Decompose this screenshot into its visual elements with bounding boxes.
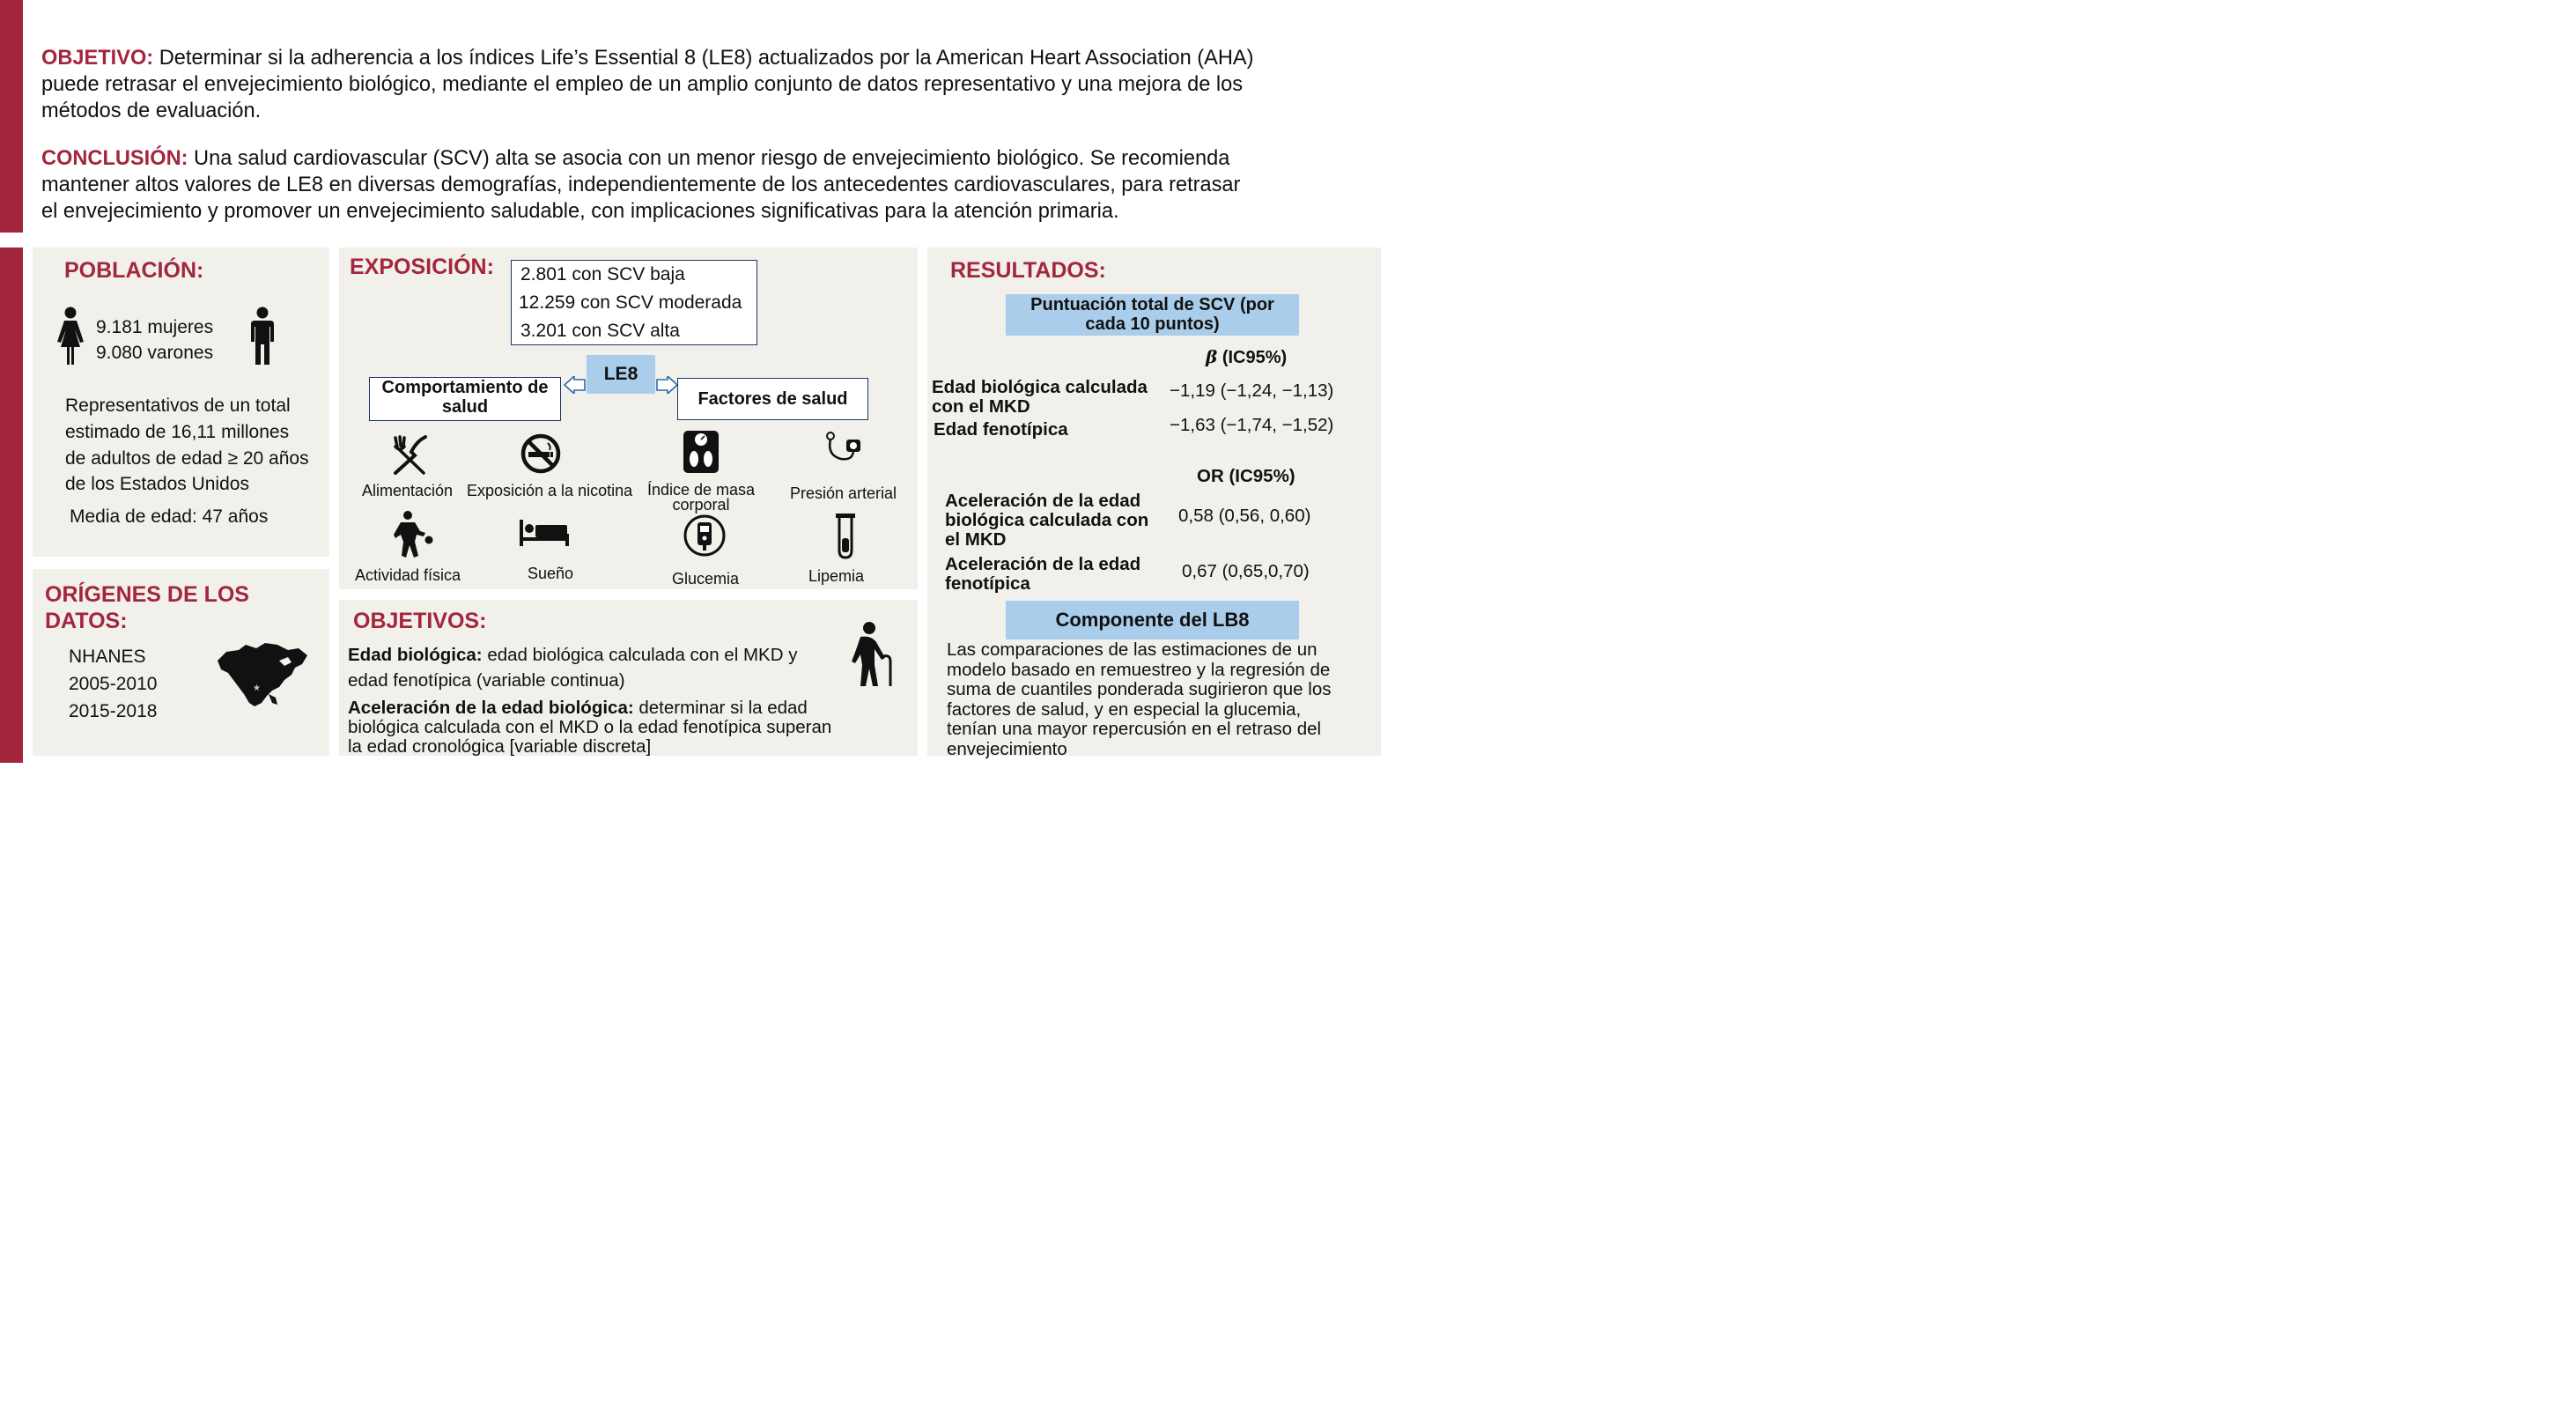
conclusion-label: CONCLUSIÓN: <box>41 147 188 170</box>
test-tube-icon <box>834 512 857 561</box>
objective-line-3: métodos de evaluación. <box>41 100 262 122</box>
item-label-food: Alimentación <box>362 482 454 499</box>
component-text: Las comparaciones de las estimaciones de un modelo basado en remuestreo y la regresión de suma de cuantiles ponderada sugirieron que los factores de salud, y en especial la glucemia, tenían una mayor repercusión en el retraso del envejecimiento <box>947 639 1332 759</box>
blood-pressure-icon <box>823 429 864 469</box>
no-smoking-icon <box>520 432 562 475</box>
summary-block <box>41 45 1380 225</box>
or-header: OR (IC95%) <box>1197 466 1295 486</box>
arrow-right-icon <box>655 376 678 394</box>
objective-line-1: OBJETIVO: Determinar si la adherencia a los índices Life’s Essential 8 (LE8) actualizados por la American Heart Association (AHA) <box>41 47 1254 70</box>
item-label-glycemia: Glucemia <box>672 570 740 588</box>
or-row-2-value: 0,67 (0,65,0,70) <box>1182 561 1310 581</box>
group-moderate: 12.259 con SCV moderada <box>519 292 742 313</box>
beta-row-2-value: −1,63 (−1,74, −1,52) <box>1170 415 1334 435</box>
results-title: RESULTADOS: <box>950 258 1106 283</box>
or-row-2-label: Aceleración de la edad fenotípica <box>945 554 1141 594</box>
objective-bio-age: Edad biológica: edad biológica calculada con el MKD y edad fenotípica (variable continua) <box>348 645 798 691</box>
bed-icon <box>518 516 569 546</box>
top-accent-bar <box>0 0 23 233</box>
basketball-player-icon <box>390 510 434 559</box>
glucometer-icon <box>683 514 727 558</box>
women-count: 9.181 mujeres <box>96 317 214 337</box>
item-label-blood-pressure: Presión arterial <box>790 484 897 502</box>
arrow-left-icon <box>564 376 587 394</box>
objective-line-2: puede retrasar el envejecimiento biológico, mediante el empleo de un amplio conjunto de datos representativo y una mejora de los <box>41 73 1244 96</box>
elderly-person-icon <box>850 621 894 688</box>
group-high: 3.201 con SCV alta <box>520 321 680 341</box>
component-header: Componente del LB8 <box>1006 601 1299 639</box>
item-label-sleep: Sueño <box>528 565 574 582</box>
beta-row-1-label: Edad biológica calculada con el MKD <box>932 377 1148 417</box>
man-icon <box>247 307 277 365</box>
beta-row-1-value: −1,19 (−1,24, −1,13) <box>1170 381 1334 401</box>
woman-icon <box>55 307 85 365</box>
exposure-groups-box <box>511 260 757 345</box>
beta-row-2-label: Edad fenotípica <box>934 419 1068 440</box>
sources-panel <box>33 569 329 756</box>
conclusion-line-1: CONCLUSIÓN: Una salud cardiovascular (SCV) alta se asocia con un menor riesgo de envejecimiento biológico. Se recomienda <box>41 147 1230 170</box>
scale-icon <box>682 429 720 475</box>
results-panel <box>927 248 1381 759</box>
exposure-panel <box>339 248 918 589</box>
item-label-lipemia: Lipemia <box>808 567 865 585</box>
item-label-nicotine: Exposición a la nicotina <box>467 482 633 499</box>
le8-box: LE8 <box>587 355 655 394</box>
score-header: Puntuación total de SCV (por cada 10 puntos) <box>1006 294 1299 336</box>
objective-label: OBJETIVO: <box>41 47 154 70</box>
men-count: 9.080 varones <box>96 343 214 363</box>
population-description: Representativos de un total estimado de 16,11 millones de adultos de edad ≥ 20 años de los Estados Unidos <box>65 395 309 495</box>
conclusion-line-2: mantener altos valores de LE8 en diversas demografías, independientemente de los antecedentes cardiovasculares, para retrasar <box>41 174 1241 196</box>
population-title: POBLACIÓN: <box>64 258 204 283</box>
sources-list: NHANES 2005-2010 2015-2018 <box>69 647 158 721</box>
conclusion-line-3: el envejecimiento y promover un envejecimiento saludable, con implicaciones significativas para la atención primaria. <box>41 200 1119 223</box>
objectives-title: OBJETIVOS: <box>353 609 487 633</box>
group-low: 2.801 con SCV baja <box>520 264 685 285</box>
svg-text:★: ★ <box>253 684 261 693</box>
fork-knife-icon <box>390 434 431 475</box>
objectives-panel <box>339 600 918 756</box>
bottom-accent-bar <box>0 248 23 763</box>
exposure-title: EXPOSICIÓN: <box>350 255 494 279</box>
beta-header: β (IC95%) <box>1206 346 1288 367</box>
item-label-bmi: Índice de masa corporal <box>647 481 756 514</box>
or-row-1-label: Aceleración de la edad biológica calculada con el MKD <box>945 491 1149 550</box>
north-america-map-icon <box>214 641 313 712</box>
item-label-physical-activity: Actividad física <box>355 566 461 584</box>
sources-title: ORÍGENES DE LOS DATOS: <box>45 582 249 633</box>
objective-acceleration: Aceleración de la edad biológica: determinar si la edad biológica calculada con el MKD o la edad fenotípica superan la edad cronológica [variable discreta] <box>348 698 832 757</box>
population-panel <box>33 248 329 557</box>
mean-age: Media de edad: 47 años <box>70 506 269 527</box>
health-factors-box: Factores de salud <box>677 378 868 420</box>
or-row-1-value: 0,58 (0,56, 0,60) <box>1178 506 1311 526</box>
behavior-box: Comportamiento de salud <box>369 377 561 421</box>
